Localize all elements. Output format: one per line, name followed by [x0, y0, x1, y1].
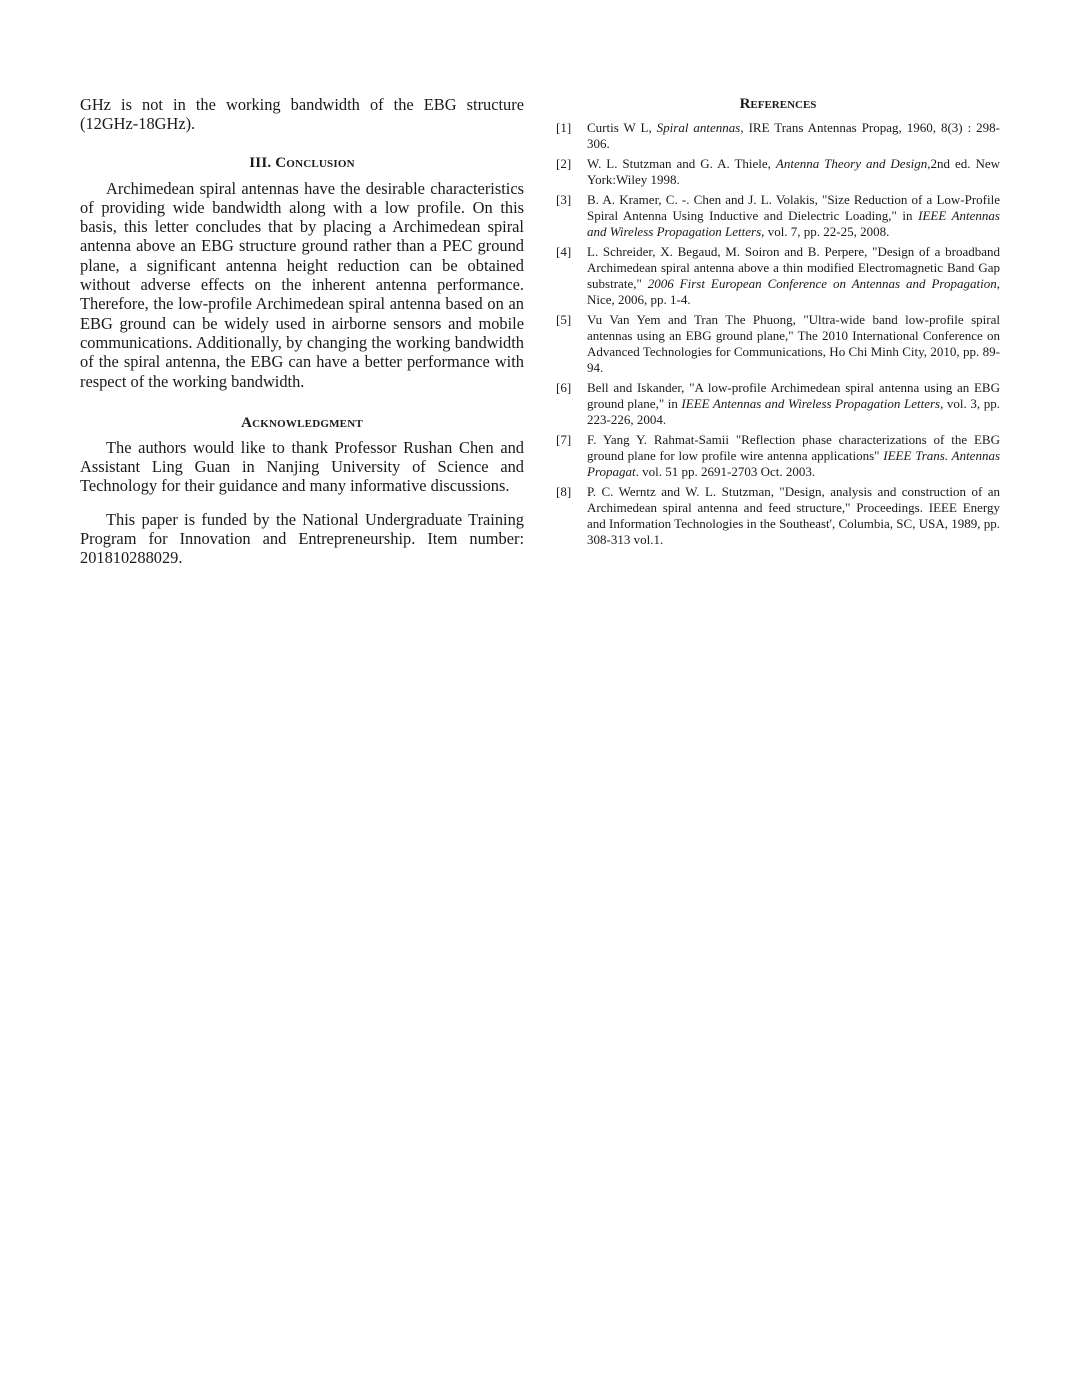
reference-number: [3]: [556, 192, 572, 207]
reference-pre-text: Curtis W L,: [587, 120, 657, 135]
acknowledgment-paragraph-2: This paper is funded by the National Undergraduate Training Program for Innovation and Entrepreneurship. Item number: 201810288029.: [80, 509, 524, 568]
reference-item: [556, 484, 1000, 548]
reference-text: [587, 244, 1000, 308]
reference-ital-text: Spiral antennas,: [656, 120, 744, 135]
reference-post-text: IRE Trans Antennas Propag, 1960, 8(3) : 298-306.: [587, 120, 1000, 151]
reference-item: [556, 192, 1000, 240]
reference-ital-text: 2006 First European Conference on Antennas and Propagation,: [647, 276, 1000, 291]
reference-post-text: Nice, 2006, pp. 1-4.: [587, 292, 691, 307]
reference-text: [587, 432, 1000, 480]
reference-item: [556, 156, 1000, 188]
reference-item: [556, 120, 1000, 152]
reference-text: [587, 484, 1000, 548]
reference-number: [4]: [556, 244, 572, 259]
reference-number: [7]: [556, 432, 572, 447]
reference-number: [6]: [556, 380, 572, 395]
reference-number: [5]: [556, 312, 572, 327]
conclusion-paragraph: Archimedean spiral antennas have the desirable characteristics of providing wide bandwidth along with a low profile. On this basis, this letter concludes that by placing a Archimedean spiral antenna above an EBG structure ground rather than a PEC ground plane, a significant antenna height reduction can be obtained without adverse effects on the inherent antenna performance. Therefore, the low-profile Archimedean spiral antenna based on an EBG ground can be widely used in airborne sensors and mobile communications. Additionally, by changing the working bandwidth of the spiral antenna, the EBG can have a better performance with respect of the working bandwidth.: [80, 178, 524, 391]
reference-ital-text: IEEE Antennas and Wireless Propagation Letters,: [587, 208, 1000, 239]
acknowledgment-paragraph-1: The authors would like to thank Professor Rushan Chen and Assistant Ling Guan in Nanjing University of Science and Technology for their guidance and many informative discussions.: [80, 437, 524, 496]
reference-pre-text: B. A. Kramer, C. -. Chen and J. L. Volakis, "Size Reduction of a Low-Profile Spiral Antenna Using Inductive and Dielectric Loading," in: [587, 192, 1000, 223]
reference-text: [587, 156, 1000, 188]
reference-pre-text: F. Yang Y. Rahmat-Samii "Reflection phase characterizations of the EBG ground plane for low profile wire antenna applications": [587, 432, 1000, 463]
reference-ital-text: IEEE Trans. Antennas Propagat: [587, 448, 1001, 479]
reference-item: [556, 380, 1000, 428]
reference-text: [587, 312, 1000, 376]
reference-post-text: vol. 3, pp. 223-226, 2004.: [587, 396, 1000, 427]
acknowledgment-heading: Acknowledgment: [241, 414, 363, 431]
references-list: [556, 120, 1000, 548]
conclusion-heading: III. Conclusion: [249, 154, 355, 171]
references-column: [556, 96, 1000, 552]
reference-ital-text: IEEE Antennas and Wireless Propagation Letters,: [681, 396, 944, 411]
reference-pre-text: W. L. Stutzman and G. A. Thiele,: [587, 156, 776, 171]
reference-item: [556, 244, 1000, 308]
reference-post-text: vol. 7, pp. 22-25, 2008.: [764, 224, 890, 239]
left-column: [80, 95, 524, 568]
references-heading: References: [739, 96, 817, 112]
reference-post-text: . vol. 51 pp. 2691-2703 Oct. 2003.: [635, 464, 816, 479]
reference-text: [587, 380, 1000, 428]
reference-item: [556, 432, 1000, 480]
reference-post-text: 2nd ed. New York:Wiley 1998.: [587, 156, 1001, 187]
reference-item: [556, 312, 1000, 376]
intro-paragraph: GHz is not in the working bandwidth of the EBG structure (12GHz-18GHz).: [80, 95, 524, 134]
reference-pre-text: P. C. Werntz and W. L. Stutzman, "Design, analysis and construction of an Archimedean spiral antenna and feed structure," Proceedings. IEEE Energy and Information Technologies in the Southeast', Columbia, SC, USA, 1989, pp. 308-313 vol.1.: [587, 484, 1000, 547]
reference-number: [2]: [556, 156, 572, 171]
reference-ital-text: Antenna Theory and Design,: [775, 156, 931, 171]
reference-number: [8]: [556, 484, 572, 499]
reference-text: [587, 120, 1000, 152]
reference-text: [587, 192, 1000, 240]
reference-number: [1]: [556, 120, 572, 135]
reference-pre-text: Bell and Iskander, "A low-profile Archimedean spiral antenna using an EBG ground plane," in: [587, 380, 1000, 411]
reference-pre-text: Vu Van Yem and Tran The Phuong, "Ultra-wide band low-profile spiral antennas using an EBG ground plane," The 2010 International Conference on Advanced Technologies for Communications, Ho Chi Minh City, 2010, pp. 89-94.: [587, 312, 1000, 375]
reference-pre-text: L. Schreider, X. Begaud, M. Soiron and B. Perpere, "Design of a broadband Archimedean spiral antenna above a thin modified Electromagnetic Band Gap substrate,": [587, 244, 1000, 291]
